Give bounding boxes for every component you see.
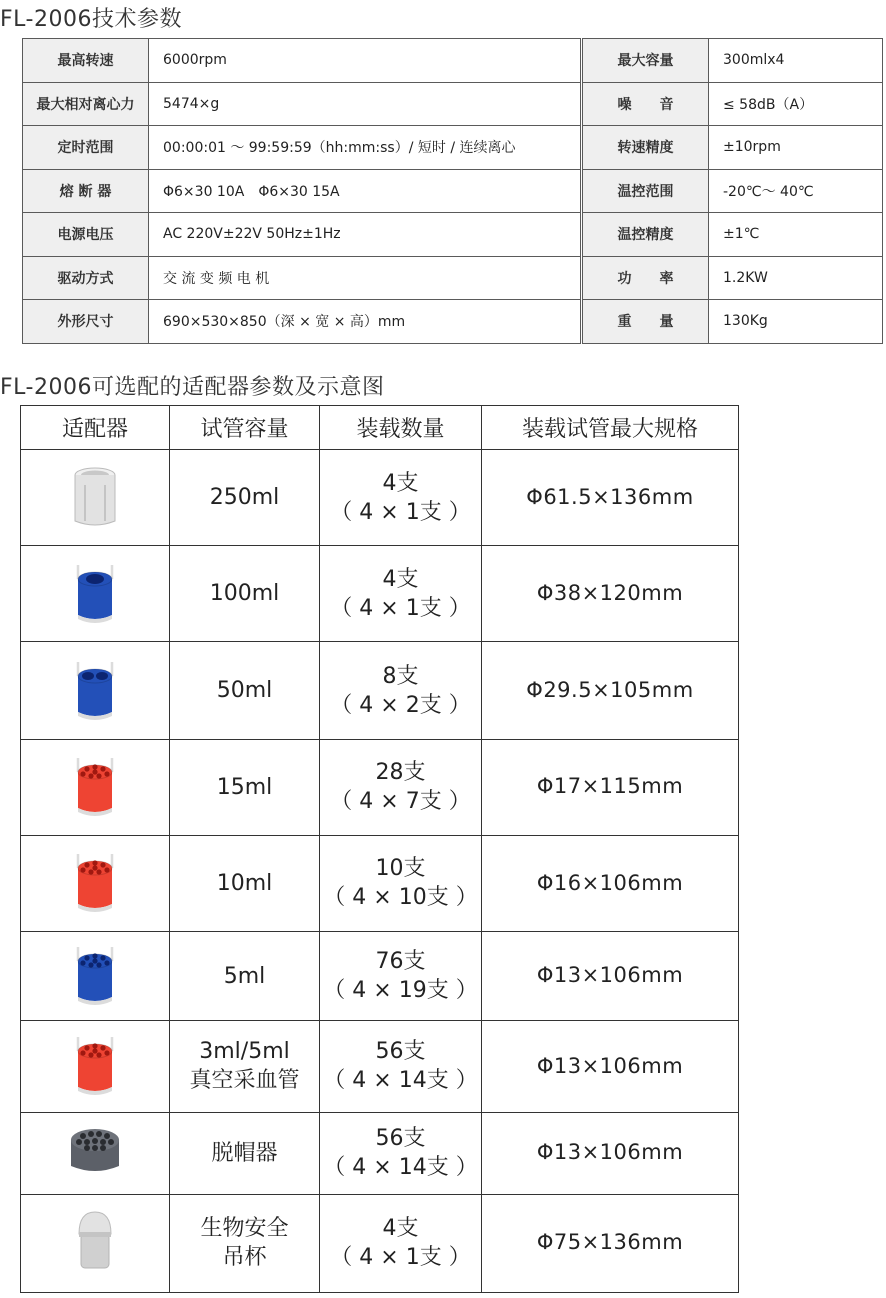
quantity-cell: [320, 932, 482, 1021]
bio-safety-cup-icon: [65, 1208, 125, 1278]
capacity-cell: [170, 546, 320, 642]
adapter-image-cell: [21, 546, 170, 642]
quantity-cell: [320, 642, 482, 739]
adapter-header-row: [21, 406, 739, 450]
spec-value: ±10rpm: [709, 126, 883, 170]
spec-table: [22, 38, 883, 344]
max-spec-cell: Φ16×106mm: [482, 835, 739, 931]
header-adapter: 适配器: [21, 406, 170, 450]
adapter-image-cell: [21, 1112, 170, 1194]
capacity-text: 10ml: [216, 870, 273, 896]
red-vacuum-tube-adapter-icon: [65, 1031, 125, 1101]
quantity-config: （ 4 × 14支 ）: [323, 1068, 478, 1094]
capacity-cell: [170, 642, 320, 739]
max-spec-cell: Φ75×136mm: [482, 1194, 739, 1292]
spec-label: 功 率: [583, 256, 709, 300]
spec-label: 温控精度: [583, 213, 709, 257]
adapter-row: [21, 932, 739, 1021]
spec-value: ≤ 58dB（A）: [709, 82, 883, 126]
adapter-table: [20, 405, 739, 1293]
adapter-row: [21, 642, 739, 739]
blue-50ml-adapter-icon: [65, 656, 125, 726]
capacity-text: 50ml: [216, 678, 273, 704]
quantity-config: （ 4 × 2支 ）: [330, 692, 471, 718]
spec-value: 300mlx4: [709, 39, 883, 83]
capacity-cell: [170, 1112, 320, 1194]
gray-decapper-icon: [65, 1118, 125, 1188]
quantity-text: 10支: [375, 856, 426, 882]
capacity-text: 生物安全: [200, 1216, 289, 1242]
quantity-config: （ 4 × 7支 ）: [330, 789, 471, 815]
spec-label: 温控范围: [583, 169, 709, 213]
quantity-text: 4支: [382, 566, 419, 592]
max-spec-cell: Φ29.5×105mm: [482, 642, 739, 739]
spec-row: [23, 82, 883, 126]
capacity-text-line2: 吊杯: [222, 1245, 267, 1271]
spec-label: 最高转速: [23, 39, 149, 83]
capacity-cell: [170, 739, 320, 835]
quantity-cell: [320, 739, 482, 835]
blue-100ml-adapter-icon: [65, 559, 125, 629]
quantity-cell: [320, 835, 482, 931]
spec-label: 最大相对离心力: [23, 82, 149, 126]
spec-row: [23, 256, 883, 300]
adapter-image-cell: [21, 739, 170, 835]
max-spec-cell: Φ13×106mm: [482, 932, 739, 1021]
adapter-row: [21, 1021, 739, 1112]
quantity-text: 4支: [382, 470, 419, 496]
adapter-image-cell: [21, 642, 170, 739]
spec-value: 6000rpm: [149, 39, 581, 83]
quantity-config: （ 4 × 19支 ）: [323, 978, 478, 1004]
red-10ml-adapter-icon: [65, 848, 125, 918]
spec-value: 690×530×850（深 × 宽 × 高）mm: [149, 300, 581, 344]
spec-label: 驱动方式: [23, 256, 149, 300]
spec-row: [23, 213, 883, 257]
spec-section-title: FL-2006技术参数: [0, 7, 182, 32]
spec-row: [23, 169, 883, 213]
quantity-text: 8支: [382, 663, 419, 689]
spec-label: 重 量: [583, 300, 709, 344]
white-250ml-adapter-icon: [65, 463, 125, 533]
adapter-row: [21, 450, 739, 546]
quantity-config: （ 4 × 1支 ）: [330, 595, 471, 621]
max-spec-cell: Φ13×106mm: [482, 1112, 739, 1194]
capacity-cell: [170, 1194, 320, 1292]
adapter-row: [21, 835, 739, 931]
adapter-image-cell: [21, 932, 170, 1021]
quantity-text: 56支: [375, 1126, 426, 1152]
spec-value: AC 220V±22V 50Hz±1Hz: [149, 213, 581, 257]
quantity-text: 28支: [375, 760, 426, 786]
red-15ml-adapter-icon: [65, 752, 125, 822]
blue-5ml-adapter-icon: [65, 941, 125, 1011]
quantity-cell: [320, 546, 482, 642]
quantity-config: （ 4 × 1支 ）: [330, 1245, 471, 1271]
capacity-cell: [170, 835, 320, 931]
header-max-spec: 装载试管最大规格: [482, 406, 739, 450]
spec-label: 最大容量: [583, 39, 709, 83]
quantity-text: 76支: [375, 949, 426, 975]
capacity-text: 100ml: [209, 581, 280, 607]
adapter-image-cell: [21, 1194, 170, 1292]
spec-label: 转速精度: [583, 126, 709, 170]
header-capacity: 试管容量: [170, 406, 320, 450]
adapter-row: [21, 1112, 739, 1194]
spec-value: Φ6×30 10A Φ6×30 15A: [149, 169, 581, 213]
adapter-row: [21, 739, 739, 835]
capacity-text: 15ml: [216, 774, 273, 800]
header-quantity: 装载数量: [320, 406, 482, 450]
spec-label: 熔 断 器: [23, 169, 149, 213]
spec-value: 1.2KW: [709, 256, 883, 300]
spec-row: [23, 300, 883, 344]
spec-value: 00:00:01 ～ 99:59:59（hh:mm:ss）/ 短时 / 连续离心: [149, 126, 581, 170]
capacity-text: 脱帽器: [211, 1140, 278, 1166]
quantity-config: （ 4 × 10支 ）: [323, 885, 478, 911]
capacity-cell: [170, 932, 320, 1021]
spec-label: 噪 音: [583, 82, 709, 126]
spec-value: 交 流 变 频 电 机: [149, 256, 581, 300]
spec-value: -20℃～ 40℃: [709, 169, 883, 213]
spec-label: 外形尺寸: [23, 300, 149, 344]
max-spec-cell: Φ61.5×136mm: [482, 450, 739, 546]
spec-label: 电源电压: [23, 213, 149, 257]
capacity-cell: [170, 450, 320, 546]
adapter-row: [21, 1194, 739, 1292]
spec-value: ±1℃: [709, 213, 883, 257]
quantity-text: 56支: [375, 1039, 426, 1065]
max-spec-cell: Φ13×106mm: [482, 1021, 739, 1112]
adapter-image-cell: [21, 450, 170, 546]
quantity-cell: [320, 1021, 482, 1112]
capacity-cell: [170, 1021, 320, 1112]
spec-value: 130Kg: [709, 300, 883, 344]
quantity-config: （ 4 × 14支 ）: [323, 1155, 478, 1181]
spec-row: [23, 126, 883, 170]
quantity-cell: [320, 1194, 482, 1292]
quantity-cell: [320, 450, 482, 546]
quantity-text: 4支: [382, 1216, 419, 1242]
spec-label: 定时范围: [23, 126, 149, 170]
capacity-text: 3ml/5ml: [199, 1039, 290, 1065]
capacity-text: 5ml: [223, 963, 266, 989]
quantity-config: （ 4 × 1支 ）: [330, 499, 471, 525]
adapter-section-title: FL-2006可选配的适配器参数及示意图: [0, 375, 385, 400]
capacity-text: 250ml: [209, 485, 280, 511]
adapter-image-cell: [21, 835, 170, 931]
adapter-row: [21, 546, 739, 642]
spec-value: 5474×g: [149, 82, 581, 126]
quantity-cell: [320, 1112, 482, 1194]
spec-row: [23, 39, 883, 83]
max-spec-cell: Φ17×115mm: [482, 739, 739, 835]
adapter-image-cell: [21, 1021, 170, 1112]
capacity-text-line2: 真空采血管: [189, 1068, 300, 1094]
max-spec-cell: Φ38×120mm: [482, 546, 739, 642]
